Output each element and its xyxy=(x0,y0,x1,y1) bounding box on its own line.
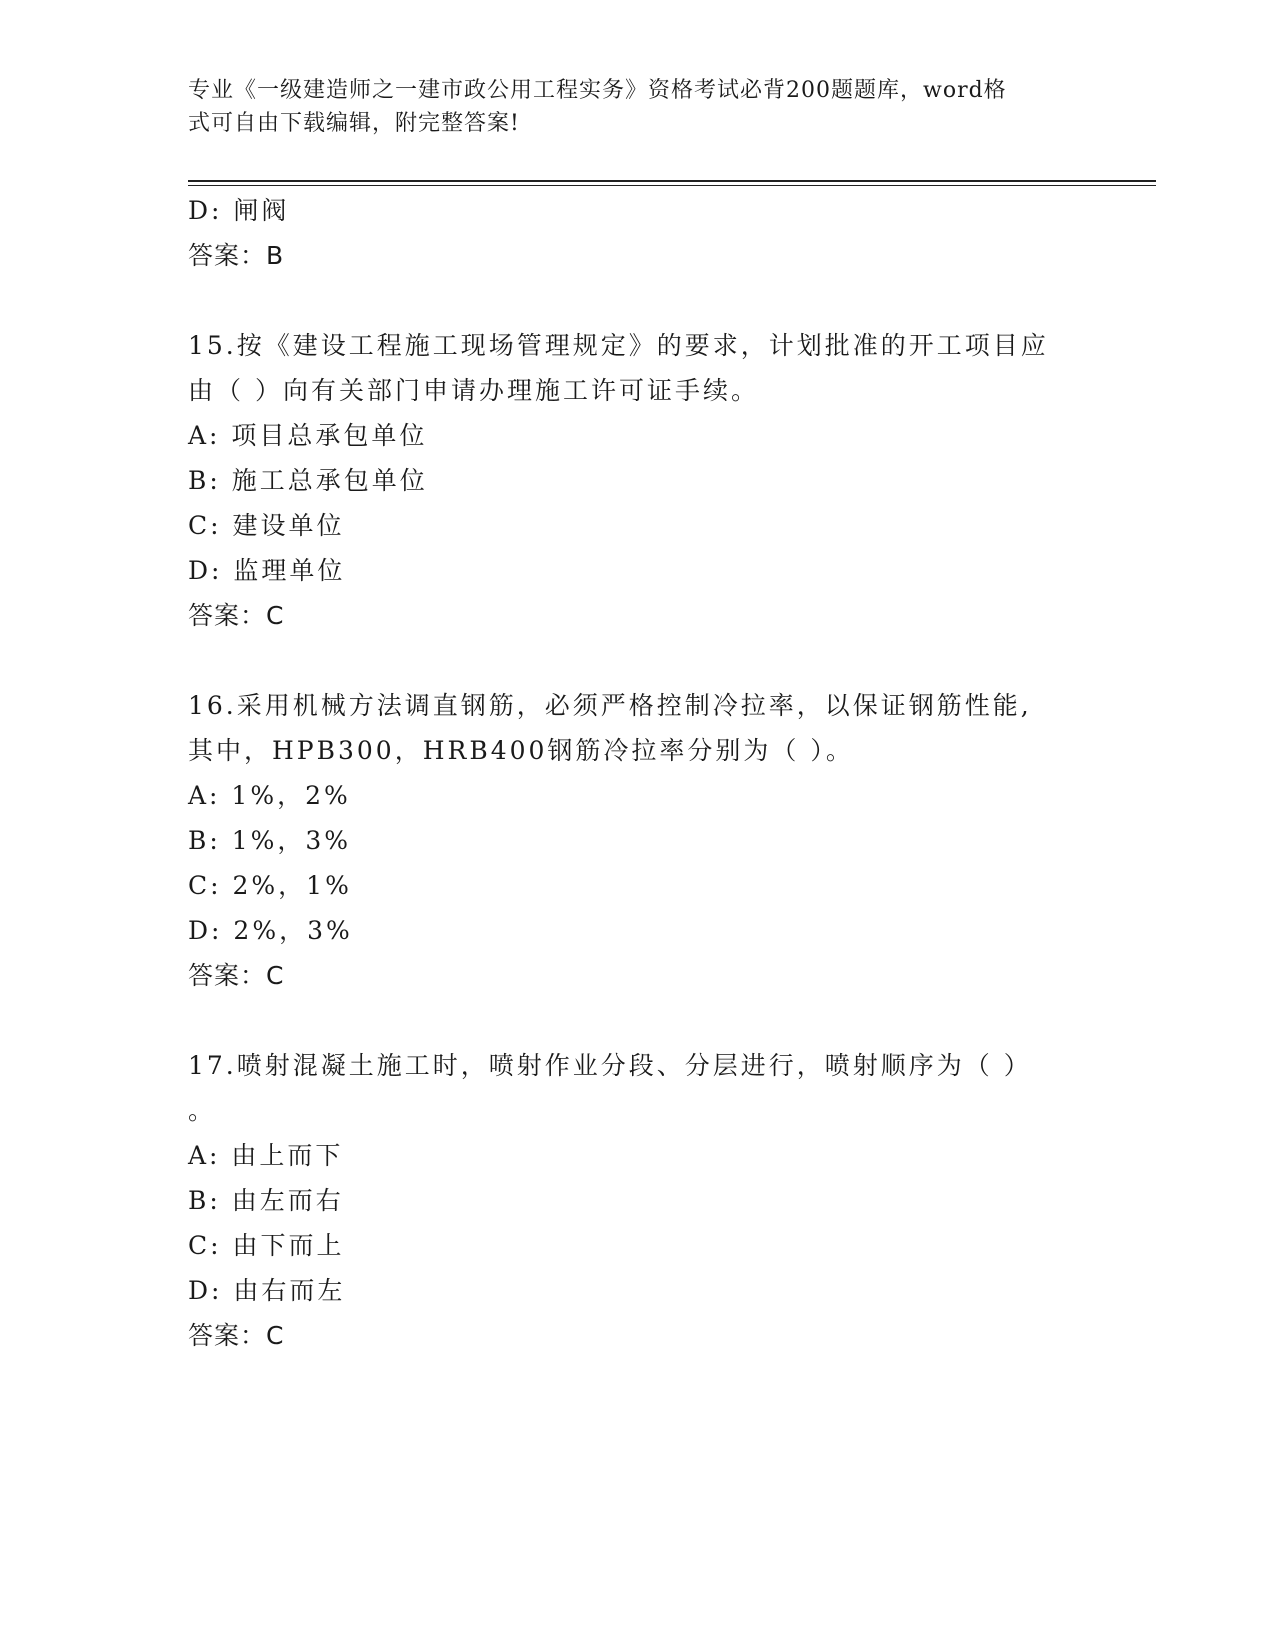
question-15 xyxy=(188,323,1088,638)
header-divider xyxy=(188,180,1156,186)
option-d: D: 2%，3% xyxy=(188,916,353,945)
spacer xyxy=(188,638,1088,683)
option-d: D: 由右而左 xyxy=(188,1276,346,1305)
question-list xyxy=(188,188,1088,1358)
question-stem-line-1: 17.喷射混凝土施工时，喷射作业分段、分层进行，喷射顺序为（ ） xyxy=(188,1051,1032,1080)
question-17 xyxy=(188,1043,1088,1358)
prev-answer: 答案：B xyxy=(188,241,285,270)
question-stem-line-1: 15.按《建设工程施工现场管理规定》的要求，计划批准的开工项目应 xyxy=(188,331,1049,360)
option-a: A: 项目总承包单位 xyxy=(188,421,428,450)
question-stem-line-2: 由（ ）向有关部门申请办理施工许可证手续。 xyxy=(188,376,759,405)
header-title-line-2: 式可自由下载编辑，附完整答案! xyxy=(188,111,520,136)
option-d: D: 监理单位 xyxy=(188,556,346,585)
option-a: A: 1%，2% xyxy=(188,781,351,810)
spacer xyxy=(188,278,1088,323)
option-c: C: 建设单位 xyxy=(188,511,345,540)
option-c: C: 由下而上 xyxy=(188,1231,345,1260)
document-header xyxy=(188,74,1068,140)
question-stem-line-1: 16.采用机械方法调直钢筋，必须严格控制冷拉率，以保证钢筋性能, xyxy=(188,691,1032,720)
question-stem-line-2: 。 xyxy=(188,1096,217,1125)
answer-label: 答案：C xyxy=(188,1321,285,1350)
spacer xyxy=(188,998,1088,1043)
option-b: B: 施工总承包单位 xyxy=(188,466,428,495)
option-b: B: 1%，3% xyxy=(188,826,352,855)
question-16 xyxy=(188,683,1088,998)
option-a: A: 由上而下 xyxy=(188,1141,344,1170)
question-stem-line-2: 其中，HPB300，HRB400钢筋冷拉率分别为（ ）。 xyxy=(188,736,854,765)
answer-label: 答案：C xyxy=(188,961,285,990)
header-title-line-1: 专业《一级建造师之一建市政公用工程实务》资格考试必背200题题库，word格 xyxy=(188,78,1007,103)
option-c: C: 2%，1% xyxy=(188,871,352,900)
option-b: B: 由左而右 xyxy=(188,1186,344,1215)
prev-option-d: D: 闸阀 xyxy=(188,196,290,225)
answer-label: 答案：C xyxy=(188,601,285,630)
